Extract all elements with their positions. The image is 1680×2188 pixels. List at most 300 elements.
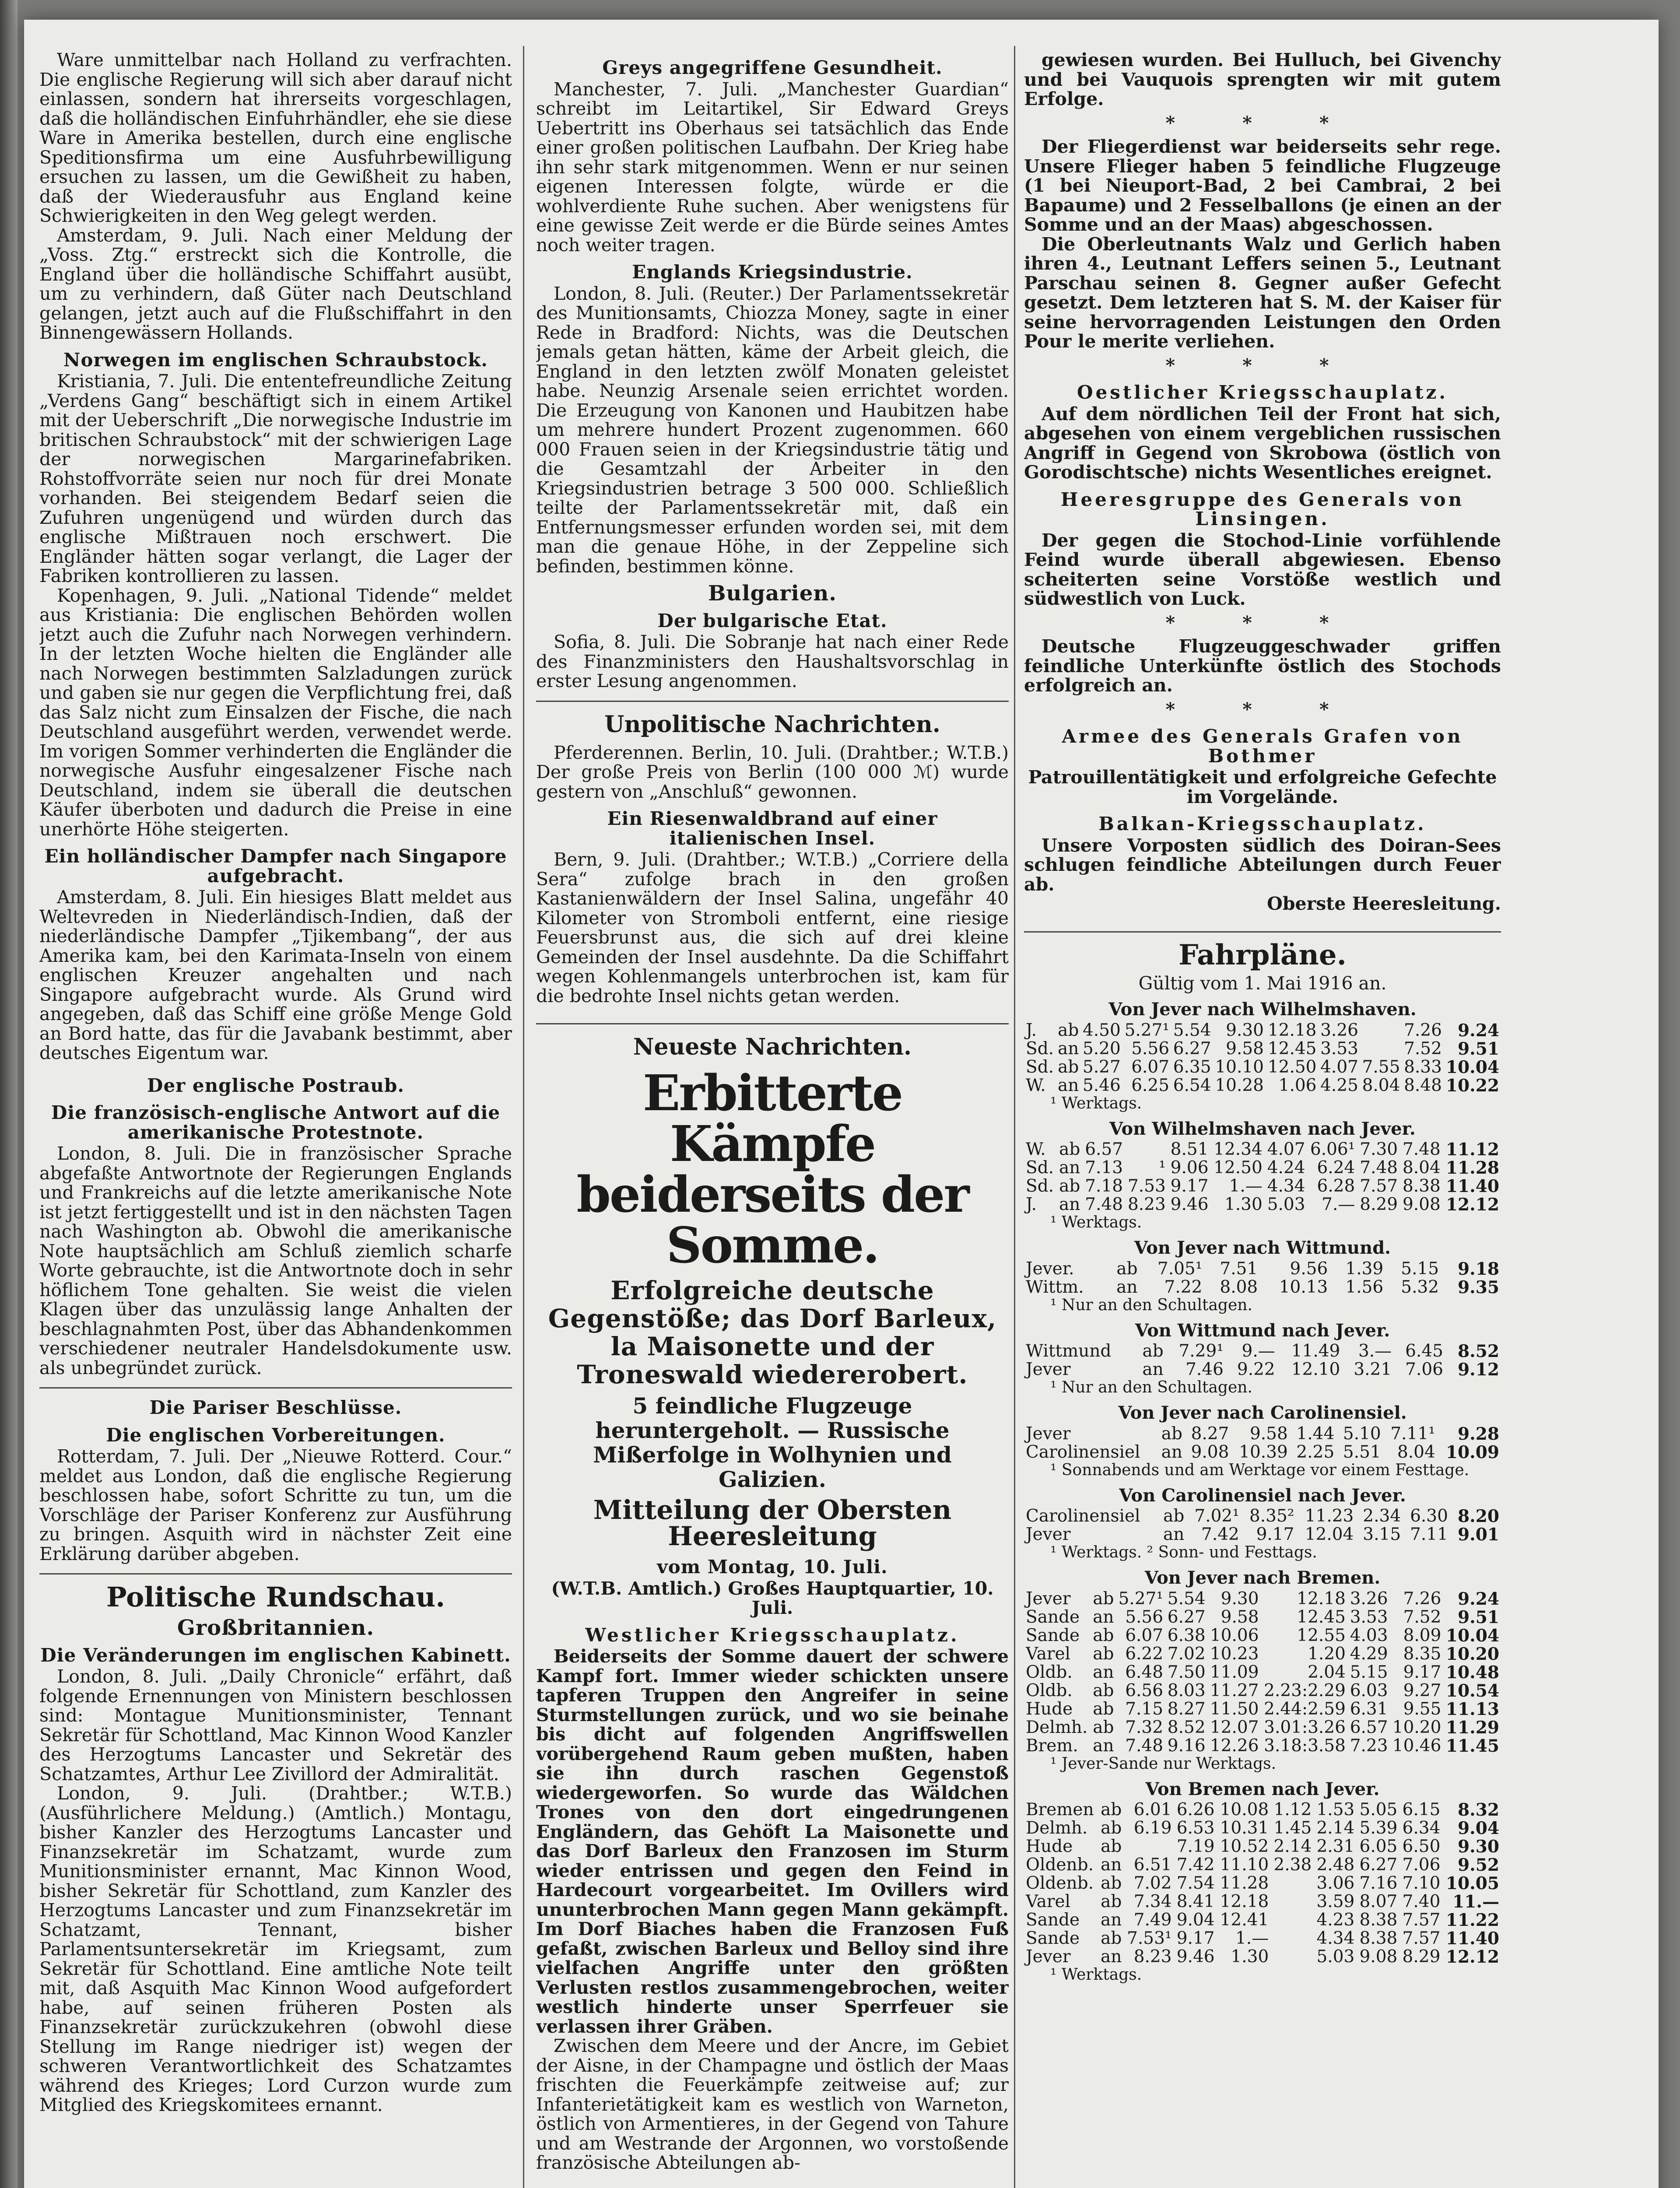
timetable-cell: 10.20 bbox=[1392, 1717, 1442, 1737]
subheadline: Erfolgreiche deutsche Gegenstöße; das Dorf Barleux, la Maisonette und der Troneswald wiedererobert. bbox=[548, 1276, 997, 1389]
timetable-cell: 5.27¹ bbox=[1118, 1588, 1164, 1609]
timetable-cell: 7.57 bbox=[1360, 1176, 1398, 1196]
timetable-cell: ab bbox=[1059, 1140, 1080, 1159]
timetable-row bbox=[1024, 1718, 1501, 1737]
article-paragraph: Beiderseits der Somme dauert der schwere Kampf fort. Immer wieder schickten unsere tapferen Truppen den Angreifer in seine Sturmstellungen zurück, und wo sie beinahe bis dicht auf folgenden Angriffswellen vorübergehend Raum geben mußten, haben sie ihn durch raschen Gegenstoß wiedergeworfen. So wurde das Wäldchen Trones von den dort eingedrungenen Engländern, das Gehöft La Maisonette und das Dorf Barleux den Franzosen im Sturm wieder entrissen und gegen den Feind in Hardecourt vorgearbeitet. Im Ovillers wird ununterbrochen Mann gegen Mann gekämpft. Im Dorf Biaches haben die Franzosen Fuß gefaßt, zwischen Barleux und Belloy sind ihre vielfachen Angriffe unter den größten Verlusten restlos zusammengebrochen, weiter westlich hinderte unser Sperrfeuer sie verlassen ihrer Gräben. bbox=[536, 1646, 1009, 2037]
timetable-cell: Jever bbox=[1026, 1360, 1071, 1379]
timetable-cell: 6.35 bbox=[1173, 1057, 1211, 1077]
timetable-cell: 10.52 bbox=[1220, 1837, 1269, 1856]
timetable-cell: 10.09 bbox=[1445, 1442, 1499, 1462]
timetable-cell: 7.42 bbox=[1176, 1855, 1215, 1875]
column-3 bbox=[1024, 50, 1501, 2188]
article-paragraph: Deutsche Flugzeuggeschwader griffen feindliche Unterkünfte östlich des Stochods erfolgreich an. bbox=[1024, 636, 1501, 696]
timetable-cell: 5.27¹ bbox=[1124, 1020, 1170, 1040]
article-paragraph: London, 9. Juli. (Drahtber.; W.T.B.) (Ausführlichere Meldung.) (Amtlich.) Montagu, bisher Kanzler des Herzogtums Lancaster und Finanzsekretär im Schatzamt, wurde zum Munitionsminister ernannt, Mac Kinnon Wood, bisher Sekretär für Schottland, zum Kanzler des Herzogtums Lancaster und zum Finanzsekretär im Schatzamt, Tennant, bisher Parlamentsuntersekretär im Kriegsamt, zum Sekretär für Schottland. Eine amtliche Note teilt mit, daß Asquith Mac Kinnon Wood aufgefordert habe, auf seinen früheren Posten als Finanzsekretär zurückzukehren (obwohl diese Stellung im Range niedriger ist) wegen der schweren Verantwortlichkeit des Schatzamtes während des Krieges; Lord Curzon wurde zum Mitglied des Kriegskomitees ernannt. bbox=[39, 1783, 512, 2115]
timetable-cell: 4.34 bbox=[1267, 1176, 1305, 1196]
timetable-cell: 12.45 bbox=[1297, 1607, 1346, 1627]
timetable bbox=[1024, 1425, 1501, 1462]
timetable-cell bbox=[1270, 1911, 1313, 1929]
timetable-footnote: ¹ Werktags. bbox=[1050, 1213, 1142, 1231]
timetable-cell: 7.26 bbox=[1404, 1020, 1442, 1040]
timetable-cell: 12.18 bbox=[1297, 1588, 1346, 1609]
timetable-row bbox=[1024, 1177, 1501, 1196]
timetable-cell: 3.53 bbox=[1350, 1607, 1388, 1627]
timetable bbox=[1024, 1260, 1501, 1297]
timetable-cell: 6.30 bbox=[1410, 1506, 1448, 1526]
timetable-cell: an bbox=[1100, 1910, 1122, 1930]
timetable-cell: 10.04 bbox=[1445, 1625, 1499, 1646]
timetable-cell: 4.07 bbox=[1267, 1140, 1305, 1159]
timetable-cell: 9.46 bbox=[1176, 1947, 1215, 1967]
timetable-cell: 9.30 bbox=[1226, 1020, 1264, 1040]
timetable-cell: 6.50 bbox=[1402, 1837, 1441, 1856]
timetable-cell: 3.21 bbox=[1354, 1360, 1392, 1379]
timetable-cell: Sd. bbox=[1026, 1158, 1054, 1178]
timetable-footnote: ¹ Sonnabends und am Werktage vor einem Festtage. bbox=[1050, 1461, 1470, 1479]
timetable-cell: 8.23 bbox=[1133, 1947, 1172, 1967]
communique-title: Mitteilung der Obersten Heeresleitung bbox=[593, 1495, 952, 1552]
timetable-cell: 9.35 bbox=[1458, 1277, 1499, 1297]
timetable-cell: 7.32 bbox=[1125, 1717, 1164, 1737]
timetable-cell: 10.46 bbox=[1392, 1736, 1442, 1756]
timetable-cell: 9.17 bbox=[1256, 1525, 1294, 1544]
timetable-cell: 7.13 bbox=[1085, 1158, 1123, 1178]
timetable-cell: 5.05 bbox=[1359, 1800, 1398, 1820]
timetable-row bbox=[1024, 1948, 1501, 1966]
timetable-row bbox=[1024, 1278, 1501, 1297]
timetable-footnote: ¹ Werktags. ² Sonn- und Festtags. bbox=[1050, 1543, 1317, 1561]
article-heading: Norwegen im englischen Schraubstock. bbox=[63, 349, 488, 371]
timetable-cell: 11.13 bbox=[1445, 1699, 1499, 1719]
timetable-cell: Oldenb. bbox=[1026, 1873, 1094, 1893]
timetable-cell: 7.05¹ bbox=[1157, 1259, 1203, 1279]
timetable-row bbox=[1024, 1525, 1501, 1544]
timetable-cell: Jever. bbox=[1026, 1259, 1074, 1279]
timetable-cell: 8.38 bbox=[1359, 1910, 1398, 1930]
timetable-cell: 4.07 bbox=[1320, 1057, 1358, 1077]
timetable-cell: Bremen bbox=[1026, 1800, 1094, 1820]
timetable-cell bbox=[1270, 1948, 1313, 1966]
timetable-cell: 2.14 bbox=[1316, 1818, 1355, 1838]
timetable-cell: ab bbox=[1058, 1020, 1079, 1040]
timetable-cell: ab bbox=[1161, 1424, 1182, 1444]
timetable-route-title: Von Jever nach Wittmund. bbox=[1134, 1238, 1391, 1258]
timetable-cell: 5.03 bbox=[1267, 1195, 1305, 1214]
timetable-cell: 11.28 bbox=[1220, 1873, 1269, 1893]
timetable-cell: 3.06 bbox=[1316, 1873, 1355, 1893]
timetable-cell: 5.54 bbox=[1167, 1588, 1206, 1609]
timetable-cell: Sd. bbox=[1026, 1057, 1054, 1077]
timetable-cell: 4.24 bbox=[1267, 1158, 1305, 1178]
timetable-row bbox=[1024, 1911, 1501, 1929]
timetable-cell: 7.48 bbox=[1360, 1158, 1398, 1178]
timetable-cell: 4.50 bbox=[1082, 1020, 1121, 1040]
timetable-cell: 11.23 bbox=[1305, 1506, 1354, 1526]
timetable-title: Fahrpläne. bbox=[1178, 938, 1347, 971]
timetable-cell: 9.56 bbox=[1290, 1259, 1328, 1279]
timetable-cell: 8.29 bbox=[1360, 1195, 1398, 1214]
timetable-cell: 5.56 bbox=[1125, 1607, 1164, 1627]
timetable-cell: 6.28 bbox=[1317, 1176, 1355, 1196]
timetable-cell: Hude bbox=[1026, 1837, 1073, 1856]
timetable-cell: 10.28 bbox=[1215, 1075, 1264, 1095]
timetable-cell: 9.17 bbox=[1176, 1929, 1215, 1948]
section-title: Unpolitische Nachrichten. bbox=[604, 711, 940, 738]
timetable-cell: 6.07 bbox=[1125, 1625, 1164, 1645]
article-paragraph: Zwischen dem Meere und der Ancre, im Gebiet der Aisne, in der Champagne und östlich der Maas frischten die Feuerkämpfe zeitweise auf; zur Infanterietätigkeit kam es westlich von Warneton, östlich von Armentieres, in der Gegend von Tahure und am Westrande der Argonnen, wo vorstoßende französische Abteilungen ab- bbox=[536, 2035, 1009, 2173]
timetable-row bbox=[1024, 1856, 1501, 1874]
timetable-cell: 8.04 bbox=[1362, 1075, 1400, 1095]
timetable-cell: Sande bbox=[1026, 1929, 1080, 1948]
timetable-cell: Hude bbox=[1026, 1699, 1073, 1719]
timetable-cell: 9.55 bbox=[1403, 1699, 1442, 1719]
timetable-cell: 2.14 bbox=[1273, 1837, 1312, 1856]
article-paragraph: London, 8. Juli. „Daily Chronicle“ erfährt, daß folgende Ernennungen von Ministern beschlossen sind: Montague Munitionsminister, Tennant Sekretär für Schottland, Mac Kinnon Wood Kanzler des Herzogtums Lancaster und Sekretär des Schatzamtes, Arthur Lee Zivillord der Admiralität. bbox=[39, 1666, 512, 1785]
separator-stars: * * * bbox=[1165, 112, 1360, 133]
timetable-cell: 7.46 bbox=[1185, 1360, 1224, 1379]
timetable-cell: 6.38 bbox=[1167, 1625, 1206, 1645]
timetable-cell: 10.48 bbox=[1445, 1662, 1499, 1683]
timetable-cell: Sande bbox=[1026, 1607, 1080, 1627]
timetable-route-title: Von Jever nach Wilhelmshaven. bbox=[1108, 999, 1417, 1020]
timetable-cell: 9.58 bbox=[1226, 1038, 1264, 1059]
article-subheading: Die englischen Vorbereitungen. bbox=[106, 1424, 445, 1446]
timetable-cell: 9.16 bbox=[1167, 1736, 1206, 1756]
timetable-cell: 4.29 bbox=[1350, 1644, 1388, 1664]
timetable-row bbox=[1024, 1608, 1501, 1627]
signature: Oberste Heeresleitung. bbox=[1267, 893, 1501, 914]
timetable-route-title: Von Jever nach Bremen. bbox=[1144, 1567, 1381, 1588]
timetable-cell: 12.55 bbox=[1297, 1625, 1346, 1645]
article-paragraph: London, 8. Juli. Die in französischer Sprache abgefaßte Antwortnote der Regierungen Englands und Frankreichs auf die letzte amerikanische Note ist jetzt fertiggestellt und ist in den nächsten Tagen nach Washington ab. Obwohl die amerikanische Note hauptsächlich am Schluß ziemlich scharfe Worte gebrauchte, ist die Antwortnote doch in sehr höflichem Tone gehalten. Sie weist die vielen Klagen über das unzulässig lange Anhalten der beschlagnahmten Post, über das Abhandenkommen verschiedener neutraler Handelsdokumente usw. als unbegründet zurück. bbox=[39, 1143, 512, 1378]
column-rule bbox=[1014, 46, 1015, 2188]
timetable-cell: 8.52 bbox=[1167, 1717, 1206, 1737]
timetable-cell: 6.27 bbox=[1167, 1607, 1206, 1627]
timetable-cell: 7.49 bbox=[1133, 1910, 1172, 1930]
timetable-footnote: ¹ Nur an den Schultagen. bbox=[1050, 1296, 1252, 1314]
article-paragraph: Manchester, 7. Juli. „Manchester Guardian“ schreibt im Leitartikel, Sir Edward Greys Uebertritt ins Oberhaus sei tatsächlich das Ende einer großen politischen Laufbahn. Der Krieg habe ihn sehr stark mitgenommen. Wenn er nur seinen eigenen Interessen folgte, würde er die wohlverdiente Ruhe suchen. Aber wenigstens für eine gewisse Zeit werde er die Bürde seines Amtes noch weiter tragen. bbox=[536, 78, 1009, 256]
timetable-cell: 6.07 bbox=[1131, 1057, 1170, 1077]
timetable-cell: 4.23 bbox=[1316, 1910, 1355, 1930]
timetable-footnote: ¹ Werktags. bbox=[1050, 1094, 1142, 1112]
timetable-cell: 2.44:2.59 bbox=[1264, 1699, 1346, 1719]
timetable-cell: 8.41 bbox=[1176, 1892, 1215, 1911]
timetable-cell: 2.48 bbox=[1316, 1855, 1355, 1875]
timetable-cell: Carolinensiel bbox=[1026, 1442, 1140, 1462]
timetable-row bbox=[1024, 1929, 1501, 1948]
timetable-cell: Varel bbox=[1026, 1892, 1071, 1911]
timetable-cell: 7.06 bbox=[1402, 1855, 1441, 1875]
timetable-cell: 9.24 bbox=[1458, 1020, 1499, 1041]
timetable-cell: 7.40 bbox=[1402, 1892, 1441, 1911]
timetable-cell: 6.22 bbox=[1125, 1644, 1164, 1664]
timetable-cell bbox=[1360, 1021, 1402, 1040]
article-paragraph: Die Oberleutnants Walz und Gerlich haben ihren 4., Leutnant Leffers seinen 5., Leutnant Parschau seinen 8. Gegner außer Gefecht gesetzt. Dem letzteren hat S. M. der Kaiser für seine hervorragenden Leistungen den Orden Pour le merite verliehen. bbox=[1024, 233, 1501, 352]
timetable-cell: 5.51 bbox=[1343, 1442, 1381, 1462]
timetable-cell: Oldb. bbox=[1026, 1680, 1073, 1701]
timetable-row bbox=[1024, 1159, 1501, 1177]
timetable-cell: ab bbox=[1101, 1818, 1122, 1838]
timetable-row bbox=[1024, 1076, 1501, 1095]
timetable-cell: 6.27 bbox=[1359, 1855, 1398, 1875]
timetable-cell: 3.15 bbox=[1363, 1525, 1401, 1544]
timetable-cell: Oldenb. bbox=[1026, 1855, 1094, 1875]
timetable-cell: 5.15 bbox=[1401, 1259, 1439, 1279]
timetable-cell: 11.40 bbox=[1445, 1176, 1499, 1196]
separator-stars: * * * bbox=[1165, 698, 1360, 720]
timetable-cell: 7.42 bbox=[1201, 1525, 1239, 1544]
timetable-cell: 1.56 bbox=[1345, 1277, 1384, 1297]
timetable-cell: 4.25 bbox=[1320, 1075, 1358, 1095]
timetable-row bbox=[1024, 1837, 1501, 1856]
timetable-cell: ab bbox=[1093, 1680, 1114, 1701]
timetable-cell: 3.26 bbox=[1320, 1020, 1358, 1040]
timetable-footnote: ¹ Nur an den Schultagen. bbox=[1050, 1378, 1252, 1396]
timetable-cell: ab bbox=[1093, 1717, 1114, 1737]
timetable-cell: 6.57 bbox=[1350, 1717, 1388, 1737]
timetable-cell: 6.31 bbox=[1350, 1699, 1388, 1719]
timetable-cell: 9.08 bbox=[1402, 1195, 1441, 1214]
timetable-cell: 6.45 bbox=[1405, 1341, 1443, 1361]
timetable-cell: 12.18 bbox=[1220, 1892, 1269, 1911]
timetable-cell: 9.58 bbox=[1221, 1607, 1259, 1627]
timetable-cell: 8.35 bbox=[1403, 1644, 1442, 1664]
article-heading: Der englische Postraub. bbox=[147, 1074, 404, 1096]
article-heading: Die Veränderungen im englischen Kabinett. bbox=[40, 1644, 511, 1666]
timetable-cell: 9.12 bbox=[1458, 1360, 1499, 1380]
timetable-cell: 9.17 bbox=[1170, 1176, 1209, 1196]
article-paragraph: Pferderennen. Berlin, 10. Juli. (Drahtber.; W.T.B.) Der große Preis von Berlin (100 000 ℳ) wurde gestern von „Anschluß“ gewonnen. bbox=[536, 742, 1009, 802]
separator-stars: * * * bbox=[1165, 354, 1360, 376]
timetable-cell: 10.31 bbox=[1220, 1818, 1269, 1838]
timetable-cell: an bbox=[1100, 1855, 1122, 1875]
timetable-row bbox=[1024, 1360, 1501, 1379]
timetable-cell: 8.27 bbox=[1167, 1699, 1206, 1719]
timetable-cell: 3.18:3.58 bbox=[1264, 1736, 1346, 1756]
timetable-cell: Jever bbox=[1026, 1588, 1071, 1609]
article-heading: Bulgarien. bbox=[708, 581, 837, 606]
timetable-cell: 7.18 bbox=[1085, 1176, 1123, 1196]
timetable-cell: 6.56 bbox=[1125, 1680, 1164, 1701]
timetable-cell: an bbox=[1059, 1195, 1080, 1214]
timetable-cell: 10.39 bbox=[1239, 1442, 1288, 1462]
timetable-cell: 6.15 bbox=[1402, 1800, 1441, 1820]
timetable-cell bbox=[1360, 1040, 1402, 1058]
timetable-cell: 9.58 bbox=[1249, 1424, 1288, 1444]
timetable-row bbox=[1024, 1443, 1501, 1462]
section-rule bbox=[39, 1573, 512, 1574]
timetable-cell: Carolinensiel bbox=[1026, 1506, 1140, 1526]
timetable-cell: Sd. bbox=[1026, 1038, 1054, 1059]
timetable-row bbox=[1024, 1425, 1501, 1443]
timetable-cell: ab bbox=[1093, 1644, 1114, 1664]
timetable-cell: 12.10 bbox=[1291, 1360, 1340, 1379]
timetable-cell: 7.48 bbox=[1085, 1195, 1123, 1214]
timetable-cell: 4.03 bbox=[1350, 1625, 1388, 1645]
timetable-cell: 9.08 bbox=[1191, 1442, 1229, 1462]
timetable-cell: 7.— bbox=[1322, 1195, 1355, 1214]
timetable-cell: 12.34 bbox=[1214, 1140, 1263, 1159]
timetable-cell: 12.12 bbox=[1445, 1947, 1499, 1967]
article-subheading: Der bulgarische Etat. bbox=[657, 610, 887, 631]
timetable-cell: 6.53 bbox=[1176, 1818, 1215, 1838]
article-dateline: (W.T.B. Amtlich.) Großes Hauptquartier, 10. Juli. bbox=[551, 1578, 994, 1618]
timetable-cell: 2.04 bbox=[1308, 1662, 1346, 1682]
timetable-cell: 11.49 bbox=[1291, 1341, 1340, 1361]
timetable-row bbox=[1024, 1058, 1501, 1076]
timetable-cell: 12.18 bbox=[1267, 1020, 1317, 1040]
column-2 bbox=[536, 50, 1009, 2188]
timetable-cell: an bbox=[1093, 1736, 1114, 1756]
timetable-cell: 6.03 bbox=[1350, 1680, 1388, 1701]
column-1 bbox=[39, 50, 512, 2188]
article-paragraph: Der Fliegerdienst war beiderseits sehr rege. Unsere Flieger haben 5 feindliche Flugzeuge (1 bei Nieuport-Bad, 2 bei Cambrai, 2 bei Bapaume) und 2 Fesselballons (je einen an der Somme und an der Maas) abgeschossen. bbox=[1024, 136, 1501, 235]
timetable-cell bbox=[1270, 1893, 1313, 1911]
timetable-cell: 9.51 bbox=[1458, 1038, 1499, 1059]
timetable-cell: 12.50 bbox=[1267, 1057, 1317, 1077]
separator-stars: * * * bbox=[1165, 612, 1360, 633]
timetable-cell: 5.39 bbox=[1359, 1818, 1398, 1838]
timetable-cell: 7.48 bbox=[1125, 1736, 1164, 1756]
timetable bbox=[1024, 1342, 1501, 1379]
timetable-cell: 7.54 bbox=[1176, 1873, 1215, 1893]
timetable-cell: 7.02 bbox=[1133, 1873, 1172, 1893]
article-heading: Westlicher Kriegsschauplatz. bbox=[585, 1624, 960, 1646]
timetable-cell: 7.53¹ bbox=[1127, 1929, 1172, 1948]
timetable-cell bbox=[1123, 1837, 1173, 1856]
timetable-cell: 6.01 bbox=[1133, 1800, 1172, 1820]
timetable-cell: 9.30 bbox=[1221, 1588, 1259, 1609]
timetable-cell: 7.30 bbox=[1360, 1140, 1398, 1159]
timetable bbox=[1024, 1590, 1501, 1755]
timetable-cell: 8.07 bbox=[1359, 1892, 1398, 1911]
section-rule bbox=[1024, 931, 1501, 933]
timetable-cell: 8.08 bbox=[1220, 1277, 1258, 1297]
timetable-cell: an bbox=[1057, 1038, 1079, 1059]
article-paragraph: London, 8. Juli. (Reuter.) Der Parlamentssekretär des Munitionsamts, Chiozza Money, sagte in einer Rede in Bradford: Nichts, was die Deutschen jemals getan hätten, käme der Arbeit gleich, die England in den letzten zwölf Monaten geleistet habe. Neunzig Arsenale seien errichtet worden. Die Erzeugung von Kanonen und Haubitzen habe um mehrere hundert Prozent zugenommen. 660 000 Frauen seien in der Kriegsindustrie tätig und die Gesamtzahl der Arbeiter in den Kriegsindustrien betrage 3 500 000. Schließlich teilte der Parlamentssekretär mit, daß ein Entfernungsmesser erfunden worden sei, mit dem man die genaue Höhe, in der Zeppeline sich befinden, bestimmen könne. bbox=[536, 283, 1009, 577]
timetable-cell: 6.34 bbox=[1402, 1818, 1441, 1838]
timetable-cell: 11.12 bbox=[1445, 1140, 1499, 1160]
section-title: Neueste Nachrichten. bbox=[633, 1034, 912, 1060]
timetable-cell: 1.— bbox=[1235, 1929, 1269, 1948]
timetable-cell: ab bbox=[1116, 1259, 1138, 1279]
timetable-cell: ¹ bbox=[1159, 1158, 1166, 1178]
timetable-cell: 7.48 bbox=[1402, 1140, 1441, 1159]
communique-date: vom Montag, 10. Juli. bbox=[657, 1556, 888, 1578]
timetable-row bbox=[1024, 1342, 1501, 1360]
timetable-cell: Varel bbox=[1026, 1644, 1071, 1664]
timetable-cell: Delmh. bbox=[1026, 1818, 1088, 1838]
timetable-cell: 6.05 bbox=[1359, 1837, 1398, 1856]
timetable-cell bbox=[1125, 1140, 1168, 1159]
timetable-cell: 2.25 bbox=[1296, 1442, 1335, 1462]
timetable-row bbox=[1024, 1140, 1501, 1159]
timetable-cell: 9.01 bbox=[1458, 1525, 1499, 1545]
timetable-cell: 8.04 bbox=[1402, 1158, 1441, 1178]
article-heading: Englands Kriegsindustrie. bbox=[632, 261, 913, 283]
timetable-cell: 7.16 bbox=[1359, 1873, 1398, 1893]
timetable-cell: 5.10 bbox=[1343, 1424, 1381, 1444]
timetable-row bbox=[1024, 1682, 1501, 1700]
timetable-cell: 7.10 bbox=[1402, 1873, 1441, 1893]
timetable-cell: ab bbox=[1059, 1176, 1080, 1196]
article-subheading: Die französisch-englische Antwort auf die amerikanische Protestnote. bbox=[51, 1102, 501, 1143]
timetable-cell: J. bbox=[1026, 1020, 1037, 1040]
article-heading: Heeresgruppe des Generals von Linsingen. bbox=[1060, 488, 1465, 529]
timetable-cell: an bbox=[1093, 1607, 1114, 1627]
subheadline: 5 feindliche Flugzeuge heruntergeholt. — Russische Mißerfolge in Wolhynien und Galizien. bbox=[593, 1393, 952, 1492]
article-paragraph: gewiesen wurden. Bei Hulluch, bei Givenchy und bei Vauquois sprengten wir mit gutem Erfolge. bbox=[1024, 50, 1501, 109]
timetable-cell: 5.32 bbox=[1401, 1277, 1439, 1297]
timetable-cell: 12.45 bbox=[1267, 1038, 1317, 1059]
timetable-cell: Wittmund bbox=[1026, 1341, 1112, 1361]
article-paragraph: Amsterdam, 8. Juli. Ein hiesiges Blatt meldet aus Weltevreden in Niederländisch-Indien, daß der niederländische Dampfer „Tjikembang“, der aus Amerika kam, bei den Karimata-Inseln von einem englischen Kreuzer angehalten und nach Singapore aufgebracht wurde. Als Grund wird angegeben, daß das Schiff eine größe Menge Gold an Bord hatte, das für die Javabank bestimmt, aber deutsches Eigentum war. bbox=[39, 887, 512, 1063]
timetable-cell: an bbox=[1093, 1662, 1114, 1682]
timetable-cell: 7.53 bbox=[1127, 1176, 1166, 1196]
timetable-route-title: Von Jever nach Carolinensiel. bbox=[1118, 1403, 1407, 1423]
timetable-cell: 7.57 bbox=[1402, 1929, 1441, 1948]
timetable-cell: 9.17 bbox=[1403, 1662, 1442, 1682]
timetable-cell: Jever bbox=[1026, 1424, 1071, 1444]
timetable-cell: 8.51 bbox=[1170, 1140, 1209, 1159]
timetable-cell: 10.08 bbox=[1220, 1800, 1269, 1820]
timetable-cell: 7.19 bbox=[1176, 1837, 1215, 1856]
timetable-cell: 6.19 bbox=[1133, 1818, 1172, 1838]
timetable-cell: 5.15 bbox=[1350, 1662, 1388, 1682]
timetable-cell: 8.33 bbox=[1404, 1057, 1442, 1077]
article-paragraph: Kopenhagen, 9. Juli. „National Tidende“ meldet aus Kristiania: Die englischen Behörden wollen jetzt auch die Zufuhr nach Norwegen verhindern. In der letzten Woche hielten die Engländer alle nach Norwegen bestimmten Salzladungen zurück und gaben sie nur gegen die Verpflichtung frei, daß das Salz nicht zum Einsalzen der Fische, die nach Deutschland ausgeführt werden, verwendet werde. Im vorigen Sommer verhinderten die Engländer die norwegische Ausfuhr eingesalzener Fische nach Deutschland, indem sie überall die deutschen Käufer überboten und dadurch die Preise in eine unerhörte Höhe steigerten. bbox=[39, 585, 512, 840]
timetable-cell: 6.54 bbox=[1173, 1075, 1211, 1095]
timetable-cell: 9.52 bbox=[1458, 1855, 1499, 1875]
timetable-cell: Brem. bbox=[1026, 1736, 1078, 1756]
timetable-cell: 10.23 bbox=[1210, 1644, 1259, 1664]
timetable-cell: 9.— bbox=[1242, 1341, 1275, 1361]
timetable-cell: 9.28 bbox=[1458, 1424, 1499, 1444]
timetable-row bbox=[1024, 1663, 1501, 1682]
timetable-cell: 11.— bbox=[1452, 1892, 1499, 1912]
timetable-cell: 3.— bbox=[1358, 1341, 1392, 1361]
timetable-cell: 2.38 bbox=[1273, 1855, 1312, 1875]
timetable-cell: 6.24 bbox=[1317, 1158, 1355, 1178]
timetable-row bbox=[1024, 1801, 1501, 1819]
timetable-row bbox=[1024, 1874, 1501, 1893]
timetable-cell: 6.57 bbox=[1085, 1140, 1123, 1159]
timetable-cell: 7.26 bbox=[1403, 1588, 1442, 1609]
timetable-cell: 8.29 bbox=[1402, 1947, 1441, 1967]
timetable-cell: ab bbox=[1163, 1506, 1185, 1526]
timetable-cell: 11.45 bbox=[1445, 1736, 1499, 1756]
timetable-cell: 8.52 bbox=[1458, 1341, 1499, 1361]
article-heading: Ein holländischer Dampfer nach Singapore aufgebracht. bbox=[44, 845, 507, 887]
page-edge bbox=[0, 0, 18, 2188]
timetable-cell: Delmh. bbox=[1026, 1717, 1088, 1737]
timetable-cell: 10.10 bbox=[1215, 1057, 1264, 1077]
timetable-cell: an bbox=[1116, 1277, 1138, 1297]
timetable-cell: ab bbox=[1101, 1929, 1122, 1948]
timetable-cell: 7.02 bbox=[1167, 1644, 1206, 1664]
timetable-cell: 7.11 bbox=[1410, 1525, 1448, 1544]
timetable-cell: 7.06 bbox=[1405, 1360, 1443, 1379]
timetable-cell: 8.38 bbox=[1402, 1176, 1441, 1196]
timetable-cell: 3.53 bbox=[1320, 1038, 1358, 1059]
timetable-cell: ab bbox=[1101, 1837, 1122, 1856]
timetable-cell: 11.29 bbox=[1445, 1717, 1499, 1738]
section-rule bbox=[536, 701, 1009, 702]
timetable-cell: an bbox=[1163, 1525, 1185, 1544]
timetable-cell: 7.51 bbox=[1220, 1259, 1258, 1279]
timetable-cell: ab bbox=[1101, 1892, 1122, 1911]
timetable-cell: 6.27 bbox=[1173, 1038, 1211, 1059]
